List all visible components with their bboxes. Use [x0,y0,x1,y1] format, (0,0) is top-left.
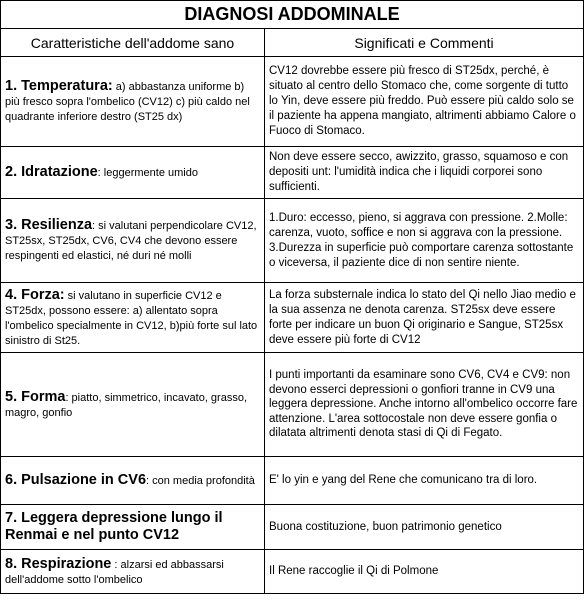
feature-heading: 3. Resilienza [5,217,93,233]
feature-detail: : piatto, simmetrico, incavato, grasso, magro, gonfio [5,391,248,419]
feature-cell [1,147,265,199]
feature-heading: 2. Idratazione [5,164,98,180]
comment-cell: Non deve essere secco, awizzito, grasso, squamoso e con depositi unt: l'umidità indica che i liquidi corporei sono sufficienti. [265,147,584,199]
comment-cell: Il Rene raccoglie il Qi di Polmone [265,550,584,594]
feature-detail: : leggermente umido [97,167,198,179]
column-header-features: Caratteristiche dell'addome sano [1,29,265,57]
feature-detail: a) abbastanza uniforme b) più fresco sopra l'ombelico (CV12) c) più caldo nel quadrante inferiore destro (ST25 dx) [5,81,250,123]
comment-cell: Buona costituzione, buon patrimonio genetico [265,505,584,550]
comment-cell: E' lo yin e yang del Rene che comunicano tra di loro. [265,457,584,505]
comment-cell: I punti importanti da esaminare sono CV6, CV4 e CV9: non devono esserci depressioni o gonfiori tranne in CV9 una leggera depressione. Anche intorno all'ombelico occorre fare attenzione. L'area sottocostale non deve essere gonfia o dilatata altrimenti denota stasi di Qi di Fegato. [265,353,584,457]
comment-cell: CV12 dovrebbe essere più fresco di ST25dx, perché, è situato al centro dello Stomaco che, come sorgente di tutto lo Yin, deve essere più freddo. Può essere più caldo solo se il paziente ha appena mangiato, altrimenti abbiamo Calore o Fuoco di Stomaco. [265,57,584,147]
table-row [1,505,584,550]
column-header-comments: Significati e Commenti [265,29,584,57]
feature-cell [1,505,265,550]
feature-heading: 6. Pulsazione in CV6 [5,472,147,488]
feature-detail: : si valutani perpendicolare CV12, ST25sx, ST25dx, CV6, CV4 che devono essere respingenti ed elastici, né duri né molli [5,220,257,262]
table-title: DIAGNOSI ADDOMINALE [1,1,584,29]
feature-heading: 5. Forma [5,388,66,405]
table-row [1,199,584,283]
table-row [1,57,584,147]
feature-heading: 8. Respirazione [5,555,112,572]
table-row [1,457,584,505]
table-row [1,147,584,199]
table-row [1,550,584,594]
feature-heading: 1. Temperatura: [5,78,113,94]
feature-heading: 4. Forza: [5,286,65,303]
feature-cell [1,57,265,147]
table-row [1,353,584,457]
feature-detail: si valutano in superficie CV12 e ST25dx, possono essere: a) allentato sopra l'ombelico specialmente in CV12, b)più forte sul lato sinistro di St25. [5,289,258,347]
feature-cell [1,550,265,594]
comment-cell: La forza substernale indica lo stato del Qi nello Jiao medio e la sua assenza ne denota carenza. ST25sx deve essere forte per indicare un buon Qi originario e Sangue, ST25sx deve essere più forte di CV12 [265,283,584,353]
feature-cell [1,199,265,283]
feature-cell [1,457,265,505]
table-row [1,283,584,353]
feature-cell [1,283,265,353]
comment-cell: 1.Duro: eccesso, pieno, si aggrava con pressione. 2.Molle: carenza, vuoto, soffice e non si aggrava con la pressione. 3.Durezza in superficie può comportare carenza sottostante o viceversa, il paziente dice di non sentire niente. [265,199,584,283]
feature-cell [1,353,265,457]
feature-heading: 7. Leggera depressione lungo il Renmai e nel punto CV12 [5,510,223,543]
feature-detail: : alzarsi ed abbassarsi dell'addome sotto l'ombelico [5,558,224,586]
feature-detail: : con media profondità [146,475,255,487]
